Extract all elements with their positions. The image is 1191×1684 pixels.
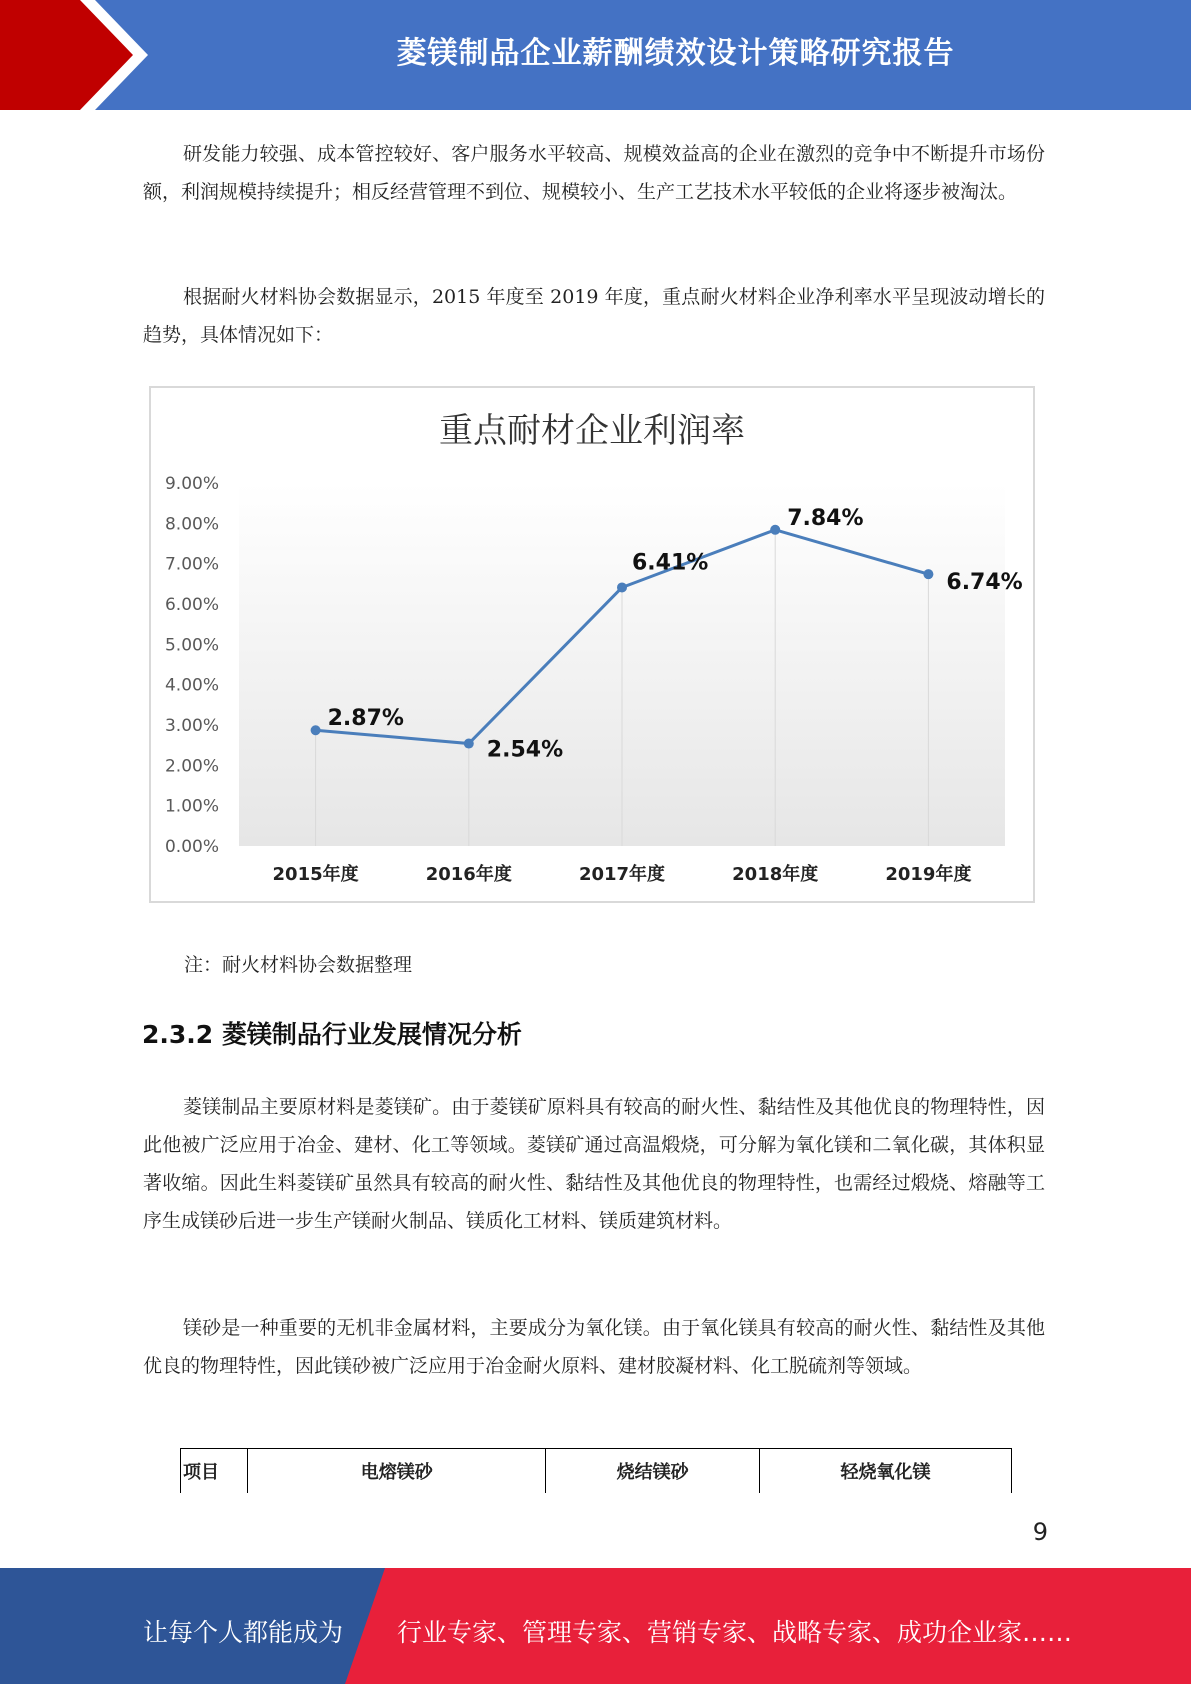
- paragraph-3: 菱镁制品主要原材料是菱镁矿。由于菱镁矿原料具有较高的耐火性、黏结性及其他优良的物理特性，因此他被广泛应用于冶金、建材、化工等领域。菱镁矿通过高温煅烧，可分解为氧化镁和二氧化碳，其体积显著收缩。因此生料菱镁矿虽然具有较高的耐火性、黏结性及其他优良的物理特性，也需经过煅烧、熔融等工序生成镁砂后进一步生产镁耐火制品、镁质化工材料、镁质建筑材料。: [143, 1096, 1045, 1232]
- data-point: [770, 525, 780, 535]
- data-point: [617, 582, 627, 592]
- y-tick-label: 6.00%: [164, 595, 219, 615]
- table-header-cell: 项目: [181, 1449, 248, 1494]
- x-tick-label: 2017年度: [578, 864, 666, 885]
- table-header-cell: 轻烧氧化镁: [760, 1449, 1012, 1494]
- footer-roles: 行业专家、管理专家、营销专家、战略专家、成功企业家……: [397, 1618, 1073, 1647]
- data-label: 2.87%: [327, 706, 404, 732]
- y-tick-label: 4.00%: [164, 675, 219, 696]
- x-tick-label: 2015年度: [272, 864, 359, 885]
- page-header: [0, 0, 1191, 110]
- data-point: [311, 725, 321, 735]
- chart-title: 重点耐材企业利润率: [439, 411, 745, 451]
- x-tick-label: 2018年度: [732, 864, 819, 885]
- chart-note: 注：耐火材料协会数据整理: [184, 954, 413, 976]
- paragraph-1: 研发能力较强、成本管控较好、客户服务水平较高、规模效益高的企业在激烈的竞争中不断提升市场份额，利润规模持续提升；相反经营管理不到位、规模较小、生产工艺技术水平较低的企业将逐步被淘汰。: [143, 143, 1045, 203]
- chart-canvas: [151, 388, 1033, 901]
- y-tick-label: 8.00%: [164, 514, 219, 535]
- page-number: 9: [1032, 1518, 1048, 1546]
- footer-slogan: 让每个人都能成为: [143, 1618, 344, 1647]
- header-title: 菱镁制品企业薪酬绩效设计策略研究报告: [396, 36, 955, 71]
- section-heading: 2.3.2 菱镁制品行业发展情况分析: [142, 1020, 522, 1049]
- data-label: 7.84%: [787, 505, 864, 531]
- paragraph-2: 根据耐火材料协会数据显示，2015 年度至 2019 年度，重点耐火材料企业净利率水平呈现波动增长的趋势，具体情况如下：: [143, 286, 1045, 346]
- y-tick-label: 7.00%: [164, 554, 219, 575]
- data-label: 6.74%: [946, 570, 1023, 596]
- page-footer: [0, 1568, 1191, 1684]
- y-tick-label: 1.00%: [164, 796, 219, 817]
- y-tick-label: 3.00%: [164, 716, 219, 736]
- table-header-row: [181, 1449, 1012, 1494]
- data-label: 2.54%: [486, 737, 564, 763]
- profit-rate-chart: [149, 386, 1035, 903]
- x-tick-label: 2016年度: [425, 864, 512, 885]
- table-header-cell: 电熔镁砂: [248, 1449, 546, 1494]
- y-tick-label: 2.00%: [164, 756, 219, 777]
- magnesia-table: [180, 1448, 1012, 1493]
- paragraph-4: 镁砂是一种重要的无机非金属材料，主要成分为氧化镁。由于氧化镁具有较高的耐火性、黏结性及其他优良的物理特性，因此镁砂被广泛应用于冶金耐火原料、建材胶凝材料、化工脱硫剂等领域。: [143, 1317, 1045, 1377]
- x-tick-label: 2019年度: [885, 864, 972, 885]
- y-tick-label: 0.00%: [164, 837, 219, 857]
- table-header-cell: 烧结镁砂: [546, 1449, 760, 1494]
- y-tick-label: 5.00%: [164, 635, 219, 656]
- data-point: [923, 569, 933, 579]
- data-point: [464, 739, 474, 749]
- data-label: 6.41%: [632, 550, 709, 576]
- y-tick-label: 9.00%: [164, 474, 219, 494]
